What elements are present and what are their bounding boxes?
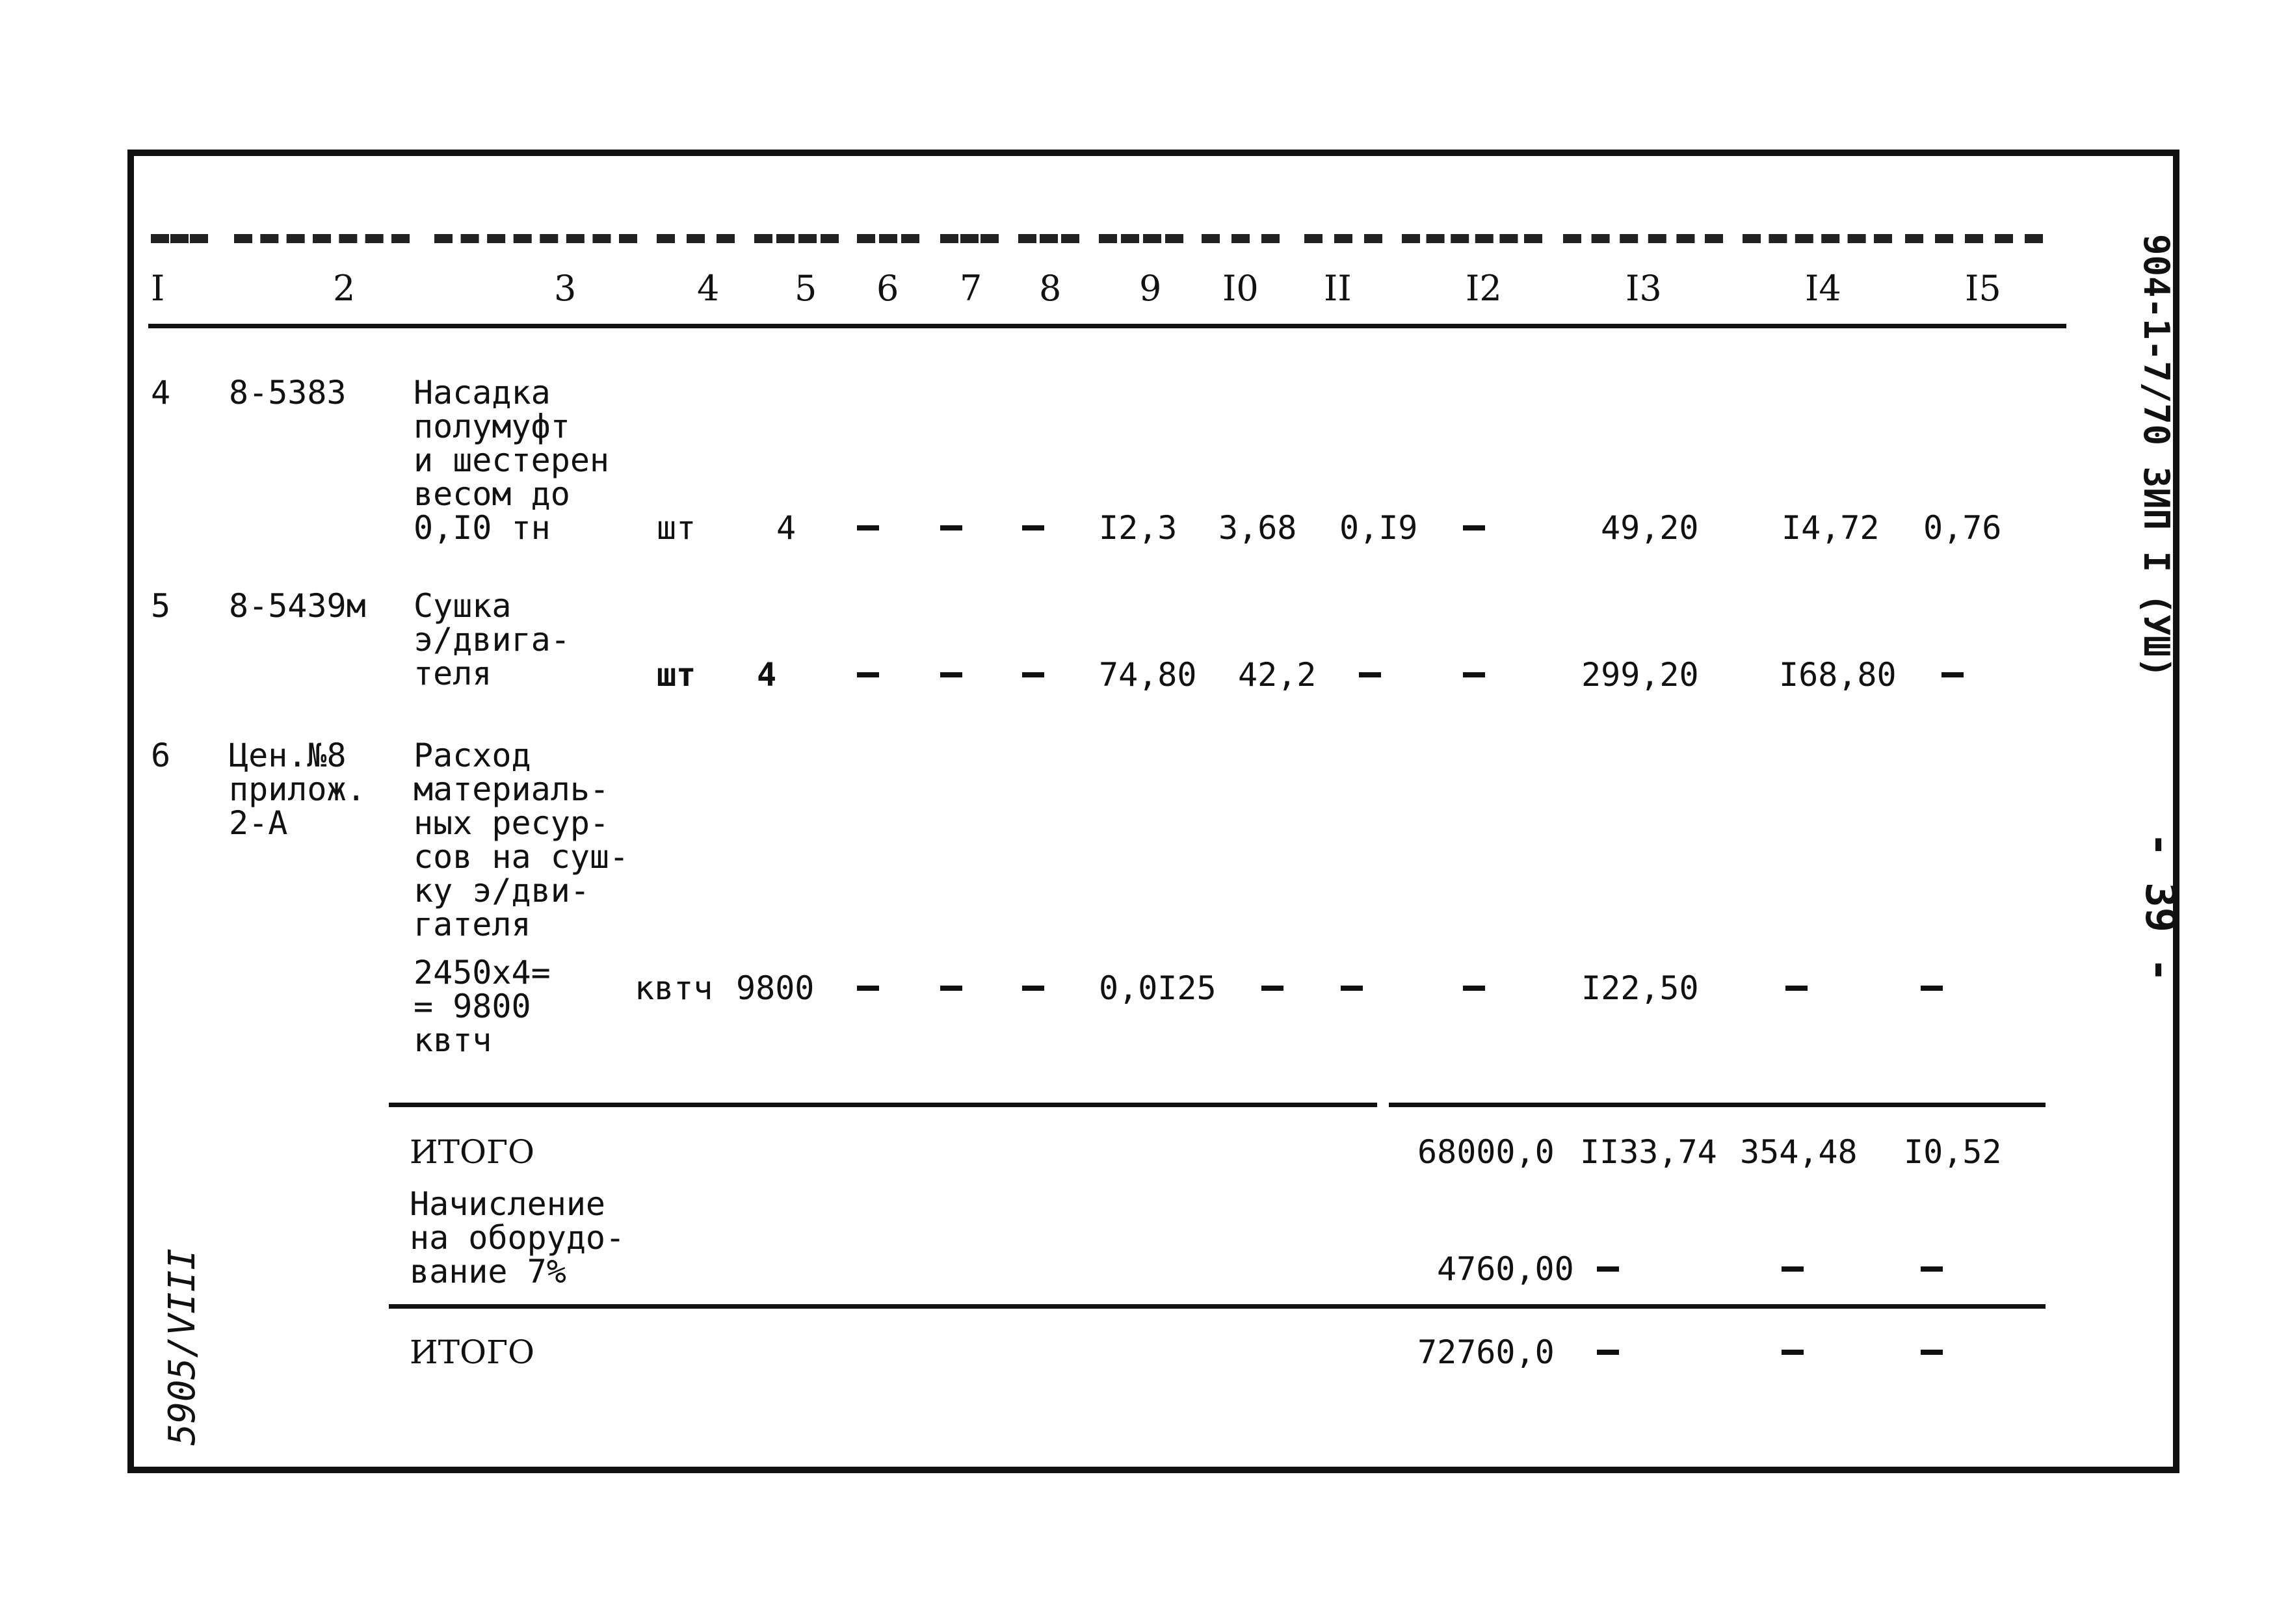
empty-dash <box>1359 672 1381 677</box>
empty-dash <box>940 986 962 991</box>
row-col14: I4,72 <box>1782 509 1880 547</box>
summary-rule <box>389 1304 2046 1309</box>
row-number: 4 <box>151 374 171 412</box>
empty-dash <box>1597 1266 1619 1272</box>
row-name: Насадка полумуфт и шестерен весом до 0,I0 тн <box>414 374 610 547</box>
header-dash-3 <box>434 234 637 243</box>
header-rule <box>148 324 2066 328</box>
empty-dash <box>940 525 962 530</box>
col-header-13: I3 <box>1625 268 1662 309</box>
col-header-9: 9 <box>1139 268 1162 309</box>
col-header-7: 7 <box>960 268 982 309</box>
page-number: - 39 - <box>2136 832 2184 983</box>
row-number: 6 <box>151 737 171 774</box>
row-name: Расход материаль- ных ресур- сов на суш- ку э/дви- гателя <box>414 737 629 943</box>
col-header-10: I0 <box>1222 268 1259 309</box>
empty-dash <box>1941 672 1964 677</box>
col-header-3: 3 <box>554 268 577 309</box>
header-dash-6 <box>857 234 919 243</box>
header-dash-15 <box>1905 234 2043 243</box>
row-col13: I22,50 <box>1581 969 1699 1007</box>
col-header-11: II <box>1324 268 1352 309</box>
inventory-number: 5905/VIII <box>161 1248 204 1446</box>
row-code: 8-5383 <box>229 374 347 412</box>
total-col12: 72760,0 <box>1417 1333 1555 1371</box>
col-header-1: I <box>151 268 165 309</box>
empty-dash <box>1022 986 1044 991</box>
row-col9: 74,80 <box>1099 656 1197 694</box>
row-qty: 4 <box>776 509 796 547</box>
header-dash-2 <box>234 234 410 243</box>
empty-dash <box>857 525 879 530</box>
document-code: 904-1-7/70 ЗИП I (УШ) <box>2136 234 2177 678</box>
row-code: Цен.№8 прилож. 2-А <box>229 737 366 842</box>
header-dash-13 <box>1563 234 1723 243</box>
total-col14: 354,48 <box>1740 1133 1858 1171</box>
col-header-6: 6 <box>876 268 899 309</box>
empty-dash <box>1341 986 1363 991</box>
col-header-2: 2 <box>333 268 356 309</box>
empty-dash <box>1463 525 1485 530</box>
col-header-12: I2 <box>1466 268 1502 309</box>
header-dash-11 <box>1304 234 1382 243</box>
summary-rule <box>389 1103 1377 1107</box>
empty-dash <box>1022 672 1044 677</box>
row-col15: 0,76 <box>1923 509 2002 547</box>
total-col15: I0,52 <box>1904 1133 2002 1171</box>
empty-dash <box>1921 1266 1943 1272</box>
row-qty: 9800 <box>736 969 815 1007</box>
row-col10: 42,2 <box>1238 656 1317 694</box>
col-header-8: 8 <box>1039 268 1062 309</box>
row-col11: 0,I9 <box>1339 509 1418 547</box>
col-header-14: I4 <box>1805 268 1841 309</box>
header-dash-14 <box>1743 234 1892 243</box>
row-col9: 0,0I25 <box>1099 969 1217 1007</box>
row-name: Сушка э/двига- теля <box>414 587 570 692</box>
summary-rule <box>1389 1103 2046 1107</box>
total-col12: 68000,0 <box>1417 1133 1555 1171</box>
accrual-col12: 4760,00 <box>1437 1250 1574 1288</box>
empty-dash <box>1782 1350 1804 1355</box>
col-header-5: 5 <box>795 268 817 309</box>
header-dash-8 <box>1018 234 1079 243</box>
empty-dash <box>1785 986 1808 991</box>
header-dash-4 <box>657 234 735 243</box>
header-dash-10 <box>1202 234 1280 243</box>
empty-dash <box>1782 1266 1804 1272</box>
row-col10: 3,68 <box>1218 509 1297 547</box>
empty-dash <box>857 986 879 991</box>
row-unit: шт <box>657 509 696 547</box>
empty-dash <box>857 672 879 677</box>
total-label: ИТОГО <box>410 1133 535 1171</box>
col-header-15: I5 <box>1965 268 2001 309</box>
empty-dash <box>1463 986 1485 991</box>
empty-dash <box>940 672 962 677</box>
header-dash-9 <box>1099 234 1183 243</box>
accrual-label: Начисление на оборудо- вание 7% <box>410 1185 625 1290</box>
header-dash-12 <box>1402 234 1542 243</box>
row-code: 8-5439м <box>229 587 366 625</box>
empty-dash <box>1022 525 1044 530</box>
total-col13: II33,74 <box>1580 1133 1717 1171</box>
total-label: ИТОГО <box>410 1333 535 1371</box>
row-number: 5 <box>151 587 171 625</box>
header-dash-1 <box>151 234 208 243</box>
row-col14: I68,80 <box>1779 656 1897 694</box>
header-dash-5 <box>754 234 839 243</box>
row-qty: 4 <box>757 656 777 694</box>
header-dash-7 <box>940 234 999 243</box>
empty-dash <box>1261 986 1283 991</box>
row-col13: 299,20 <box>1581 656 1699 694</box>
empty-dash <box>1463 672 1485 677</box>
row-unit: шт <box>657 656 696 694</box>
row-col13: 49,20 <box>1601 509 1699 547</box>
empty-dash <box>1921 986 1943 991</box>
empty-dash <box>1921 1350 1943 1355</box>
row-unit: квтч <box>635 969 713 1007</box>
row-formula: 2450х4= = 9800 квтч <box>414 954 551 1059</box>
col-header-4: 4 <box>697 268 720 309</box>
empty-dash <box>1597 1350 1619 1355</box>
row-col9: I2,3 <box>1099 509 1178 547</box>
